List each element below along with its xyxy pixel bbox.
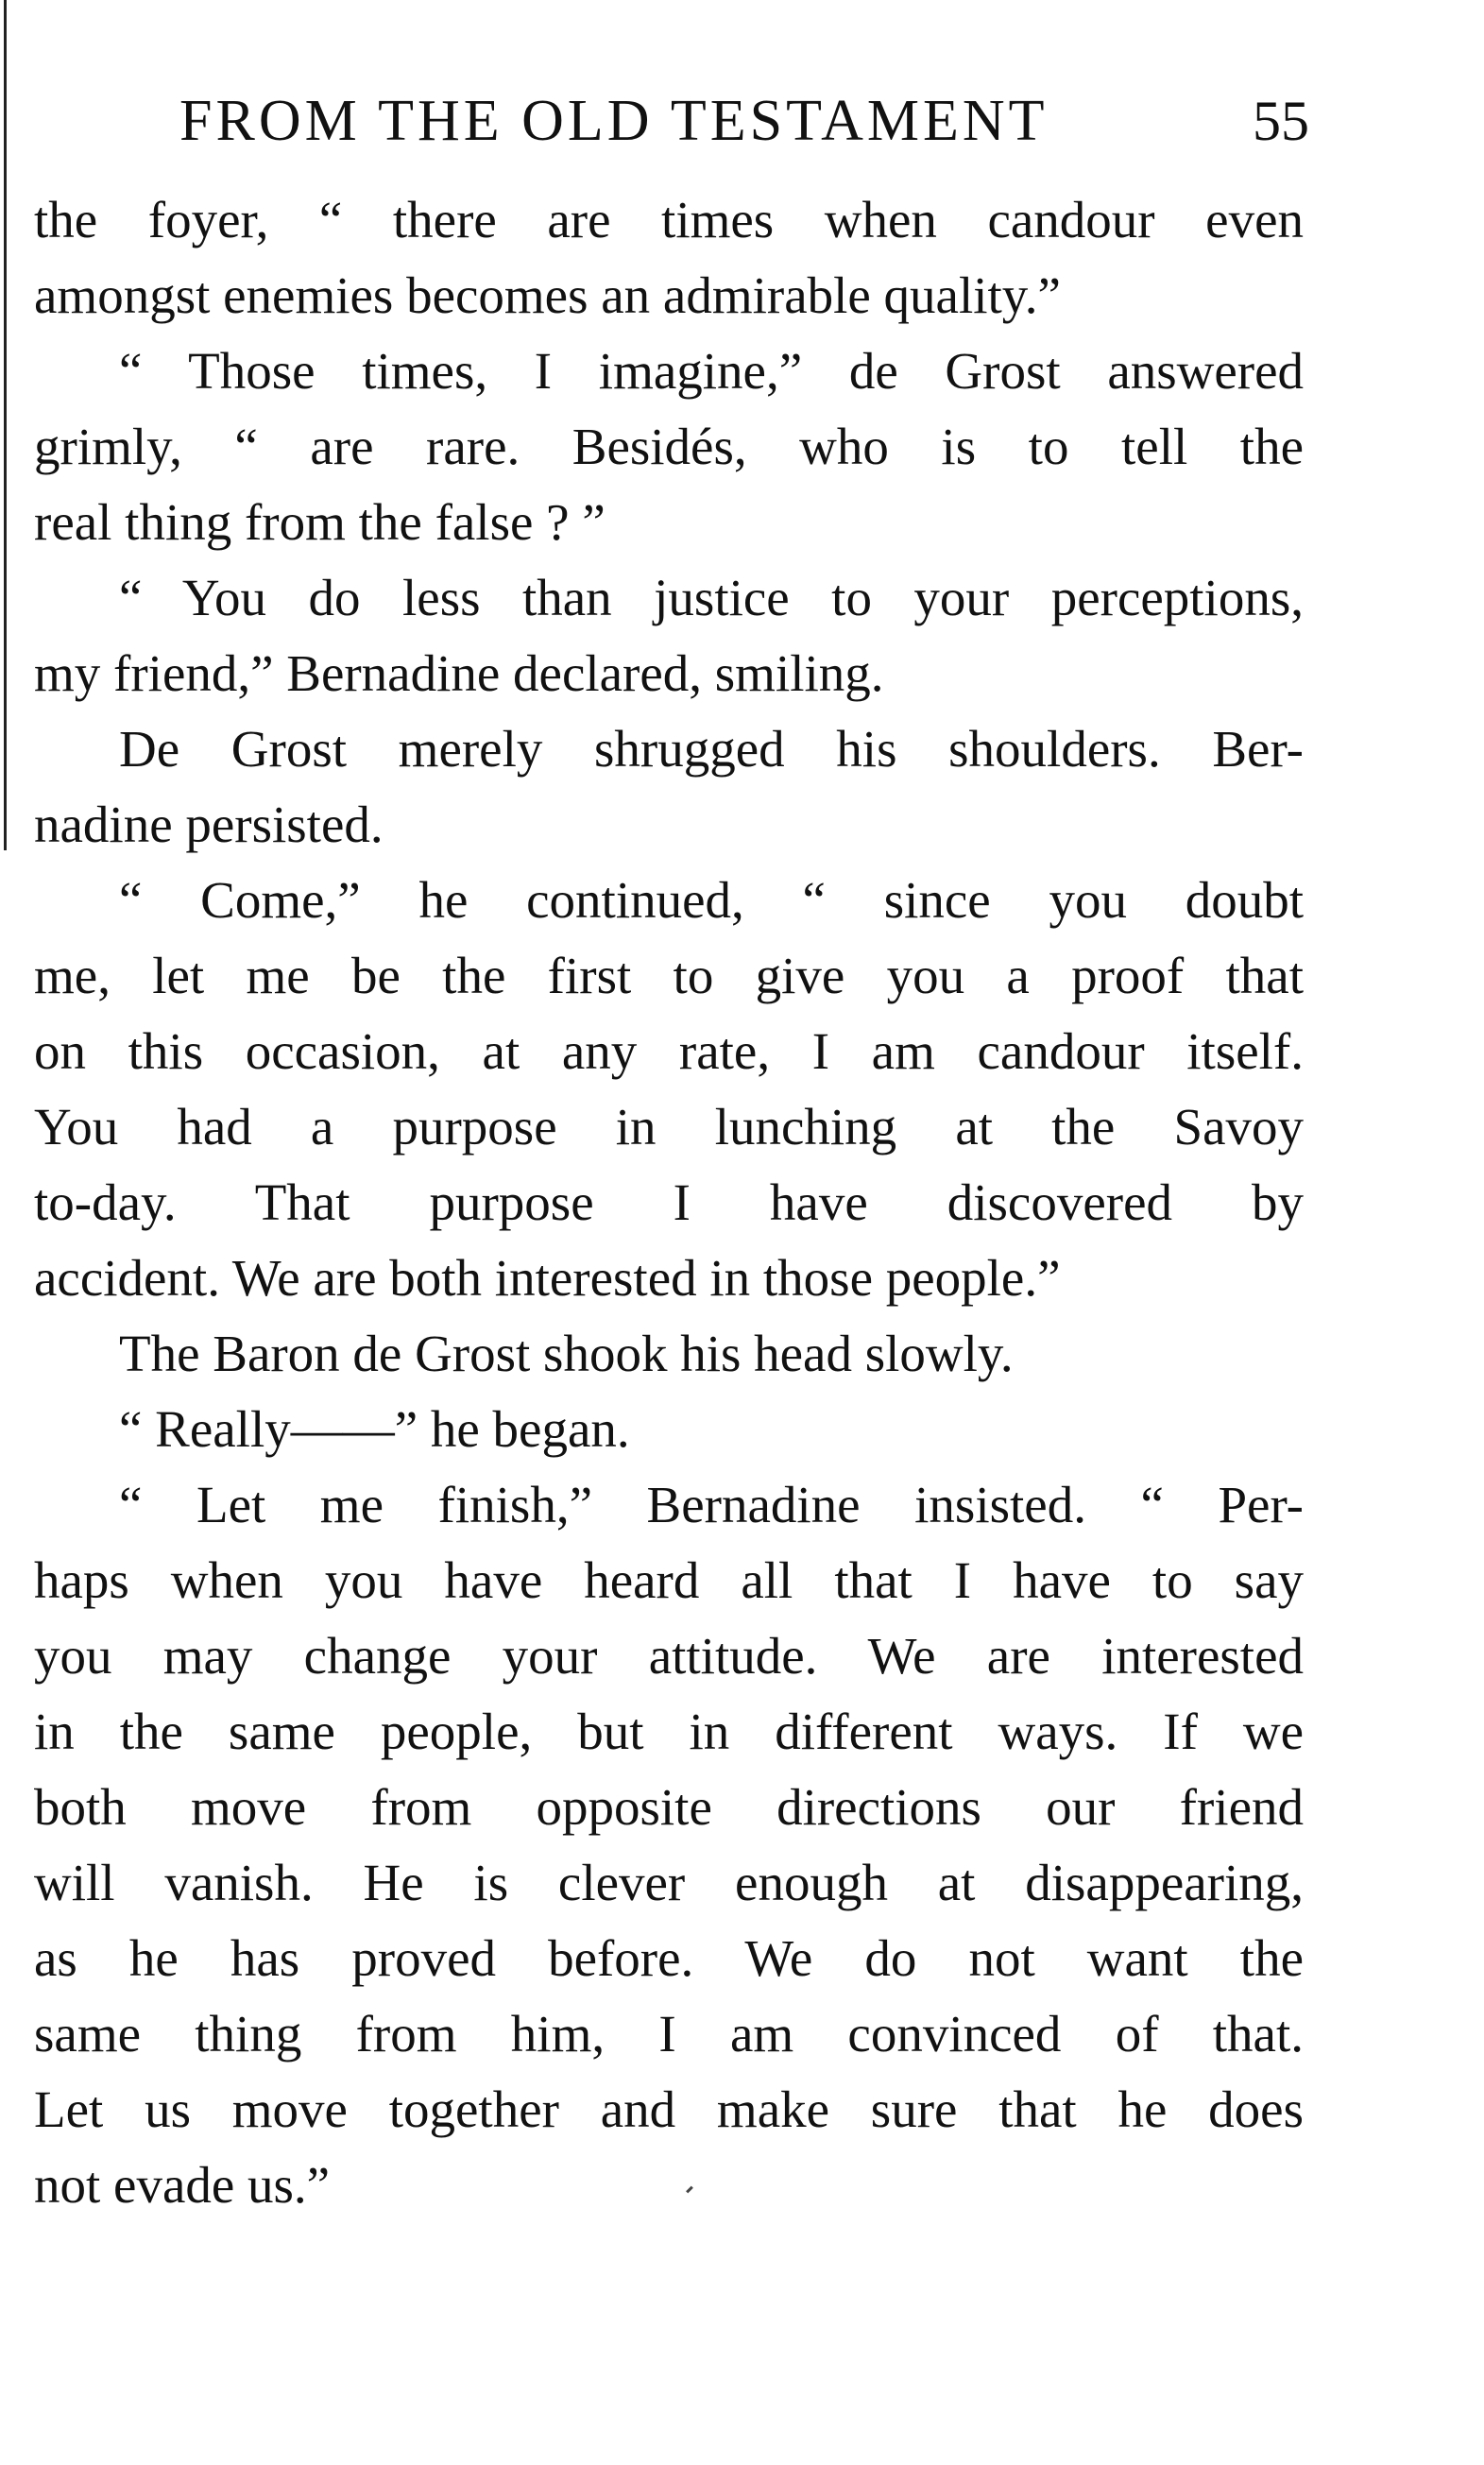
text-line: “ Come,” he continued, “ since you doubt bbox=[119, 871, 1304, 929]
running-title: FROM THE OLD TESTAMENT bbox=[179, 89, 1049, 153]
text-line: my friend,” Bernadine declared, smiling. bbox=[34, 644, 884, 702]
text-line: both move from opposite directions our friend bbox=[34, 1778, 1304, 1836]
text-line: “ Let me finish,” Bernadine insisted. “ Per- bbox=[119, 1476, 1304, 1533]
text-line: will vanish. He is clever enough at disappearing, bbox=[34, 1854, 1304, 1911]
text-line: in the same people, but in different ways. If we bbox=[34, 1703, 1304, 1760]
text-line: Let us move together and make sure that he does bbox=[34, 2080, 1304, 2138]
text-line: “ You do less than justice to your perceptions, bbox=[119, 569, 1304, 626]
text-line: “ Really——” he began. bbox=[119, 1400, 630, 1458]
text-line: The Baron de Grost shook his head slowly. bbox=[119, 1325, 1014, 1382]
text-line: nadine persisted. bbox=[34, 796, 384, 853]
text-line: me, let me be the first to give you a proof that bbox=[34, 947, 1304, 1004]
text-line: “ Those times, I imagine,” de Grost answered bbox=[119, 342, 1304, 400]
text-line: real thing from the false ? ” bbox=[34, 493, 606, 551]
text-line: same thing from him, I am convinced of that. bbox=[34, 2005, 1304, 2063]
text-line: De Grost merely shrugged his shoulders. Ber- bbox=[119, 720, 1304, 778]
text-line: you may change your attitude. We are interested bbox=[34, 1627, 1304, 1685]
text-line: as he has proved before. We do not want the bbox=[34, 1929, 1304, 1987]
text-line: You had a purpose in lunching at the Savoy bbox=[34, 1098, 1304, 1155]
page-number: 55 bbox=[1253, 90, 1309, 152]
text-line: amongst enemies becomes an admirable quality.” bbox=[34, 266, 1061, 324]
text-line: accident. We are both interested in those people.” bbox=[34, 1249, 1061, 1307]
page-header bbox=[0, 83, 1322, 159]
body-text bbox=[34, 182, 1304, 2223]
text-line: the foyer, “ there are times when candour even bbox=[34, 191, 1304, 248]
text-line: haps when you have heard all that I have to say bbox=[34, 1551, 1304, 1609]
text-line: not evade us.” bbox=[34, 2156, 331, 2214]
text-line: grimly, “ are rare. Besidés, who is to tell the bbox=[34, 418, 1304, 475]
text-line: to-day. That purpose I have discovered by bbox=[34, 1173, 1304, 1231]
text-line: on this occasion, at any rate, I am candour itself. bbox=[34, 1022, 1304, 1080]
